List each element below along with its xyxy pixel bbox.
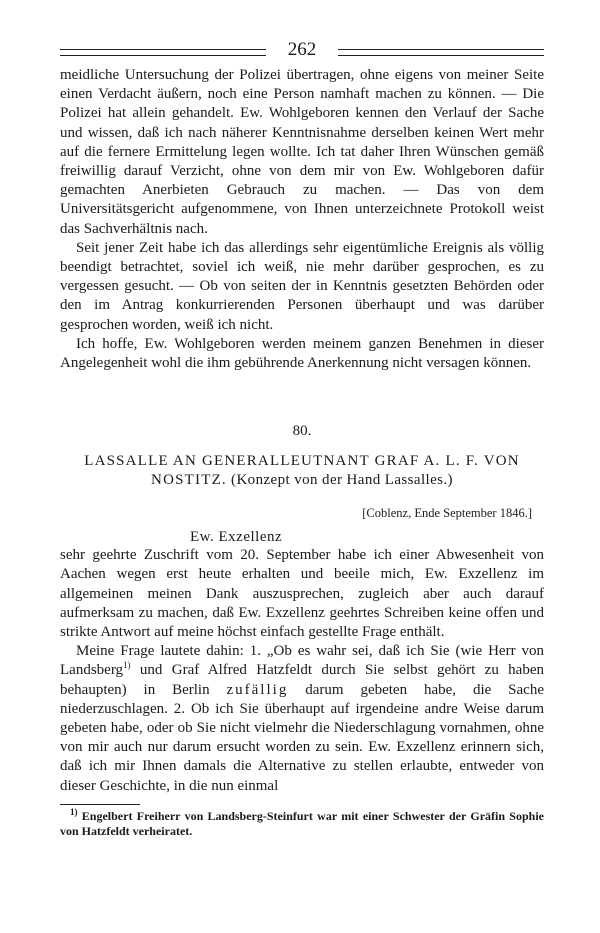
- section-title-caps: LASSALLE AN GENERALLEUTNANT GRAF A. L. F. VON NOSTITZ.: [84, 453, 520, 489]
- footnote-mark: 1): [70, 806, 78, 817]
- paragraph-1: meidliche Untersuchung der Polizei übertragen, ohne eigens von meiner Seite einen Verdacht äußern, noch eine Person namhaft machen zu können. — Die Polizei hat allein gehandelt. Ew. Wohlgeboren kennen den Verlauf der Sache und wissen, daß ich nach näherer Kenntnisnahme derselben keinen Wert mehr auf die fernere Ermittelung legen wollte. Ich tat daher Ihren Wünschen gemäß freiwillig darauf Verzicht, ohne von dem mir von Ew. Wohlgeboren dafür gemachten Anerbieten Gebrauch zu machen. — Das von dem Universitätsgericht aufgenommene, von Ihnen unterzeichnete Protokoll weist das Sachverhältnis nach.: [60, 67, 544, 237]
- letter-paragraph-2-part-c: darum gebeten habe, die Sache niederzuschlagen. 2. Ob ich Sie überhaupt auf irgendeine andre Weise darum gebeten habe, oder ob Sie nicht vielmehr die Niederschlagung vornahmen, ohne von mir auch nur darum ersucht worden zu sein. Ew. Exzellenz erinnern sich, daß ich mir Ihnen damals die Alternative zu stellen erlaubte, entweder von dieser Geschichte, in die nun einmal: [60, 681, 544, 794]
- header-rule-right: [338, 49, 544, 56]
- letter-paragraph-2-part-a: Meine Frage lautete dahin: 1. „Ob es wahr sei, daß ich Sie (wie Herr von Landsberg: [60, 643, 544, 679]
- letter-paragraph-1: sehr geehrte Zuschrift vom 20. September habe ich einer Abwesenheit von Aachen wegen erst heute erhalten und beeile mich, Ew. Exzellenz im allgemeinen meinen Dank auszusprechen, zugleich aber auch darauf aufmerksam zu machen, daß Ew. Exzellenz geehrtes Schreiben keine offen und strikte Antwort auf meine höchst einfach gestellte Frage enthält.: [60, 547, 544, 641]
- spaced-emphasis: zufällig: [226, 681, 289, 698]
- paragraph-3: Ich hoffe, Ew. Wohlgeboren werden meinem ganzen Benehmen in dieser Angelegenheit wohl die ihm gebührende Anerkennung nicht versagen können.: [60, 335, 544, 372]
- section-number: 80.: [292, 423, 312, 440]
- footnote-reference: 1): [123, 660, 131, 671]
- section-title-note: (Konzept von der Hand Lassalles.): [231, 472, 453, 489]
- page-header: [60, 40, 544, 66]
- page-number: 262: [287, 39, 317, 60]
- section-title: [60, 452, 544, 490]
- book-page: [60, 40, 544, 851]
- footnote-rule: [60, 804, 140, 805]
- letter-paragraph-2-part-b: und Graf Alfred Hatzfeldt durch Sie selbst gehört zu haben behaupten) in Berlin: [60, 662, 544, 698]
- footnote: [60, 806, 544, 839]
- letter-date: [Coblenz, Ende September 1846.]: [362, 506, 532, 521]
- paragraph-2: Seit jener Zeit habe ich das allerdings sehr eigentümliche Ereignis als völlig beendigt betrachtet, soviel ich weiß, nie mehr darüber gesprochen, es zu vergessen gesucht. — Ob von seiten der in Kenntnis gesetzten Behörden oder den im Antrag konkurrierenden Personen überhaupt und was darüber gesprochen worden, weiß ich nicht.: [60, 239, 544, 333]
- letter-paragraph-2: [60, 642, 544, 796]
- footnote-text: Engelbert Freiherr von Landsberg-Steinfurt war mit einer Schwester der Gräfin Sophie von Hatzfeldt verheiratet.: [60, 808, 544, 838]
- letter-salutation: Ew. Exzellenz: [190, 529, 283, 546]
